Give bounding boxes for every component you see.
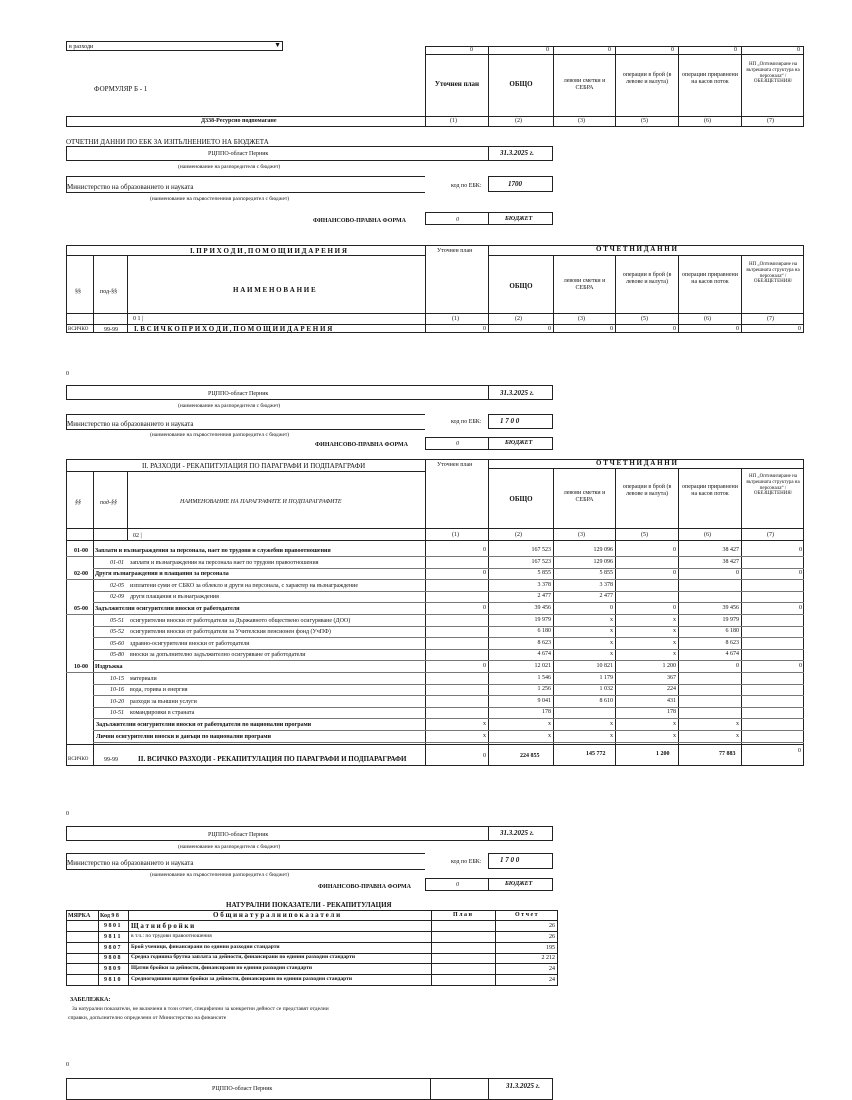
income-col-num-2: (2) (515, 316, 522, 322)
expense-row-value: x (673, 628, 676, 634)
top-header-cash: операции в брой (в левове и валута) (622, 72, 672, 85)
expense-row-code: 05-80 (110, 652, 124, 658)
expense-row-value: x (610, 733, 613, 739)
org-caption-3: (наименование на разпоредителя с бюджет) (178, 844, 281, 850)
expense-row-divider (93, 718, 804, 719)
org-name-3: РЦППО-област Перник (208, 832, 269, 838)
expense-row-value: x (548, 733, 551, 739)
expense-row-divider (93, 649, 804, 650)
expense-row-name: Лични осигурителни вноски и данъци по национални програми (96, 734, 271, 740)
expense-row-divider (66, 579, 804, 580)
expense-row-value: x (610, 617, 613, 623)
expense-row-value: 0 (799, 663, 802, 669)
expenses-header-accounts: левови сметки и СЕБРА (563, 490, 606, 503)
expense-row-value: 1 546 (537, 675, 551, 681)
natural-plan-label: П л а н (453, 912, 472, 918)
expense-row-value: x (610, 721, 613, 727)
fin-form-value-3: 0 (456, 882, 459, 888)
income-name-label: Н А И М Е Н О В А Н И Е (233, 286, 316, 294)
expenses-total-7: 0 (798, 748, 801, 754)
top-zero-6: 0 (797, 47, 800, 53)
natural-row-report: 26 (549, 923, 555, 929)
natural-row-name: в т.ч.: по трудови правоотношения (131, 933, 212, 939)
expense-row-name: материали (130, 676, 157, 682)
expense-row-divider (93, 637, 804, 638)
select-value: в разходи (69, 44, 94, 50)
expense-row-value: 12 021 (534, 663, 551, 669)
expense-row-value: 0 (736, 570, 739, 576)
natural-title: НАТУРАЛНИ ПОКАЗАТЕЛИ - РЕКАПИТУЛАЦИЯ (226, 901, 392, 909)
expense-row-value: 167 523 (531, 547, 551, 553)
expense-row-divider (93, 660, 804, 661)
natural-row-name: Средногодишни щатни бройки за дейности, финансирани по единни разходни стандарти (131, 976, 353, 982)
expenses-total-code: 99-99 (104, 757, 118, 763)
expense-row-value: 178 (542, 709, 551, 715)
income-col-num-7: (7) (767, 316, 774, 322)
natural-row-code: 9 8 0 1 (104, 923, 121, 929)
chevron-down-icon: ▼ (274, 41, 281, 49)
expense-row-value: 2 477 (537, 593, 551, 599)
top-header-np: НП „Оптимизиране на вътрешната структура на персонала“ /ОБЕЗЩЕТЕНИЯ/ (746, 62, 800, 85)
expense-row-value: x (673, 617, 676, 623)
expense-row-value: 5 855 (537, 570, 551, 576)
top-zero-1: 0 (470, 47, 473, 53)
expenses-title: II. РАЗХОДИ - РЕКАПИТУЛАЦИЯ ПО ПАРАГРАФИ И ПОДПАРАГРАФИ (142, 462, 366, 470)
note-title: ЗАБЕЛЕЖКА: (70, 997, 111, 1003)
expense-row-value: x (736, 733, 739, 739)
expenses-col-num-2: (2) (515, 532, 522, 538)
ebk-label-2: код по ЕБК: (451, 419, 482, 425)
expense-row-name: вода, горива и енергия (130, 687, 188, 693)
expense-row-code: 10-16 (110, 687, 124, 693)
expense-row-divider (93, 695, 804, 696)
ebk-code-3: 1 7 0 0 (500, 856, 520, 864)
expense-row-value: 5 855 (599, 570, 613, 576)
expense-row-value: x (548, 721, 551, 727)
expense-row-value: 0 (483, 605, 486, 611)
top-header-accounts: левови сметки и СЕБРА (563, 78, 606, 91)
expense-row-value: 39 456 (534, 605, 551, 611)
expense-row-name: вноски за допълнително задължително осигуряване от работодатели (130, 652, 306, 658)
expense-row-name: командировки в страната (130, 710, 195, 716)
income-header-np: НП „Оптимизиране на вътрешната структура на персонала“ /ОБЕЗЩЕТЕНИЯ/ (746, 262, 800, 285)
expense-row-value: 4 674 (725, 651, 739, 657)
natural-row-report: 24 (549, 966, 555, 972)
expenses-header-equiv: операции приравнени на касов поток (682, 484, 738, 497)
expense-row-value: 178 (667, 709, 676, 715)
ministry-1: Министерство на образованието и науката (67, 183, 194, 191)
expense-row-name: Задължителни осигурителни вноски от работодатели по национални програми (96, 722, 312, 728)
org-caption-2: (наименование на разпоредителя с бюджет) (178, 403, 281, 409)
expense-row-name: разходи за външни услуги (130, 699, 197, 705)
expense-row-value: 8 623 (725, 640, 739, 646)
fin-form-value-2: 0 (456, 441, 459, 447)
expense-row-value: 9 041 (537, 698, 551, 704)
expense-row-value: x (610, 628, 613, 634)
income-total-3: 0 (610, 326, 613, 332)
expense-row-value: 8 623 (537, 640, 551, 646)
ebk-box-3 (488, 853, 553, 869)
top-col-num-1: (1) (450, 118, 457, 124)
expense-row-divider (93, 742, 804, 743)
expense-row-divider (93, 626, 804, 627)
expense-row-name: здравно-осигурителни вноски от работодатели (130, 641, 250, 647)
expense-row-value: 3 378 (599, 582, 613, 588)
expense-row-value: 1 256 (537, 686, 551, 692)
expense-row-value: 1 200 (662, 663, 676, 669)
expenses-col-num-7: (7) (767, 532, 774, 538)
org-caption-1: (наименование на разпоредителя с бюджет) (178, 164, 281, 170)
income-total-1: 0 (483, 326, 486, 332)
expense-row-value: 10 821 (596, 663, 613, 669)
income-total-2: 0 (548, 326, 551, 332)
expense-row-value: 38 427 (722, 559, 739, 565)
income-title: I. П Р И Х О Д И , П О М О Щ И И Д А Р Е Н И Я (190, 247, 347, 255)
expenses-reported-label: О Т Ч Е Т Н И Д А Н Н И (596, 459, 677, 467)
expense-row-value: x (673, 651, 676, 657)
org-box-2 (66, 385, 553, 400)
income-total-7: 0 (798, 326, 801, 332)
expense-row-code: 05-60 (110, 641, 124, 647)
top-header-total: ОБЩО (509, 80, 533, 88)
income-col-num-6: (6) (704, 316, 711, 322)
expense-row-code: 10-20 (110, 699, 124, 705)
income-header-equiv: операции приравнени на касов поток (682, 272, 738, 285)
expense-row-value: 0 (799, 605, 802, 611)
expenses-code-cell: 02 | (133, 533, 142, 539)
select-box[interactable] (66, 41, 283, 51)
natural-row-code: 9 8 1 1 (104, 934, 121, 940)
expense-row-name: осигурителни вноски от работодатели за Държавното обществено осигуряване (ДОО) (130, 618, 351, 624)
expenses-subpara-label: под-§§ (100, 500, 117, 506)
natural-row-divider (66, 931, 558, 932)
expense-row-code: 02-00 (74, 571, 88, 577)
top-zero-3: 0 (608, 47, 611, 53)
report-date-3: 31.3.2025 г. (500, 829, 534, 837)
natural-unit-label: МЯРКА (68, 913, 91, 919)
natural-row-report: 195 (546, 945, 555, 951)
org-box-3 (66, 826, 553, 841)
income-total-5: 0 (673, 326, 676, 332)
fin-form-label-2: ФИНАНСОВО-ПРАВНА ФОРМА (315, 442, 408, 448)
fin-form-type-1: БЮДЖЕТ (505, 216, 533, 222)
expenses-total-name: II. ВСИЧКО РАЗХОДИ - РЕКАПИТУЛАЦИЯ ПО ПАРАГРАФИ И ПОДПАРАГРАФИ (138, 755, 407, 763)
expense-row-value: 431 (667, 698, 676, 704)
expense-row-value: 0 (673, 547, 676, 553)
fin-form-box-2 (425, 437, 553, 450)
expense-row-value: 0 (483, 547, 486, 553)
expenses-col-num-3: (3) (578, 532, 585, 538)
expense-row-value: 1 032 (599, 686, 613, 692)
expense-row-value: 0 (673, 570, 676, 576)
top-col-num-3: (3) (578, 118, 585, 124)
natural-row-divider (66, 942, 558, 943)
expense-row-value: 19 979 (722, 617, 739, 623)
natural-row-report: 26 (549, 934, 555, 940)
expense-row-code: 02-09 (110, 594, 124, 600)
ministry-caption-3: (наименование на първостепенния разпоредител с бюджет) (150, 872, 290, 878)
expenses-col-num-1: (1) (452, 532, 459, 538)
income-total-code: 99-99 (104, 327, 118, 333)
income-code-cell: 0 1 | (133, 316, 144, 322)
income-plan-label: Уточнен план (437, 248, 473, 254)
income-reported-label: О Т Ч Е Т Н И Д А Н Н И (596, 245, 677, 253)
natural-row-code: 9 8 0 9 (104, 966, 121, 972)
expense-row-code: 10-15 (110, 676, 124, 682)
expense-row-code: 05-52 (110, 629, 124, 635)
expense-row-value: x (610, 640, 613, 646)
expense-row-divider (66, 556, 804, 557)
expense-row-value: x (673, 640, 676, 646)
expense-row-value: 3 378 (537, 582, 551, 588)
income-total-6: 0 (736, 326, 739, 332)
expense-row-value: 19 979 (534, 617, 551, 623)
fin-form-type-2: БЮДЖЕТ (505, 440, 533, 446)
expense-row-value: 0 (673, 605, 676, 611)
org-name-1: РЦППО-област Перник (208, 151, 269, 157)
ministry-2: Министерство на образованието и науката (67, 420, 194, 428)
fin-form-label-3: ФИНАНСОВО-ПРАВНА ФОРМА (318, 884, 411, 890)
section-zero-3: 0 (66, 1062, 69, 1068)
org-name-4: РЦППО-област Перник (212, 1086, 273, 1092)
resource-label: Д338-Ресурсно подпомагане (201, 118, 277, 124)
expenses-plan-label: Уточнен план (437, 462, 473, 468)
expenses-total-3: 145 772 (586, 751, 606, 757)
expense-row-value: 0 (483, 663, 486, 669)
expense-row-divider (93, 591, 804, 592)
expense-row-value: 367 (667, 675, 676, 681)
expense-row-code: 05-51 (110, 618, 124, 624)
ebk-label-3: код по ЕБК: (451, 859, 482, 865)
expenses-name-label: НАИМЕНОВАНИЕ НА ПАРАГРАФИТЕ И ПОДПАРАГРАФИТЕ (180, 499, 342, 505)
org-box-4 (66, 1078, 553, 1100)
expenses-total-5: 1 200 (656, 751, 670, 757)
income-header-accounts: левови сметки и СЕБРА (563, 278, 606, 291)
fin-form-box-3 (425, 878, 553, 891)
natural-row-report: 2 212 (541, 955, 555, 961)
ebk-code-1: 1700 (508, 180, 522, 188)
income-col-num-3: (3) (578, 316, 585, 322)
income-col-num-5: (5) (641, 316, 648, 322)
section-zero-1: 0 (66, 371, 69, 377)
natural-code-label: Код 9 8 (100, 913, 119, 919)
natural-row-code: 9 8 1 0 (104, 977, 121, 983)
income-total-label: ВСИЧКО (68, 327, 89, 332)
report-date-2: 31.3.2025 г. (500, 389, 534, 397)
income-para-label: §§ (75, 289, 81, 295)
note-line-2: справки, допълнително определени от Министерство на финансите (68, 1015, 227, 1021)
expense-row-code: 10-00 (74, 664, 88, 670)
fin-form-box-1 (425, 212, 553, 225)
income-col-num-1: (1) (452, 316, 459, 322)
expense-row-value: 0 (483, 570, 486, 576)
expense-row-divider (93, 602, 804, 603)
report-date-4: 31.3.2025 г. (506, 1082, 540, 1090)
expense-row-divider (93, 684, 804, 685)
expenses-total-2: 224 855 (520, 753, 540, 759)
ebk-box-2 (488, 414, 553, 429)
expense-row-code: 01-00 (74, 548, 88, 554)
natural-row-divider (66, 974, 558, 975)
top-zero-4: 0 (671, 47, 674, 53)
natural-row-name: Щатни бройки за дейности, финансирани по единни разходни стандарти (131, 965, 313, 971)
expense-row-value: 167 523 (531, 559, 551, 565)
expenses-header-np: НП „Оптимизиране на вътрешната структура на персонала“ /ОБЕЗЩЕТЕНИЯ/ (746, 474, 800, 497)
income-header-total: ОБЩО (509, 282, 533, 290)
expense-row-name: изплатени суми от СБКО за облекло и други на персонала, с характер на възнаграждение (130, 583, 359, 589)
expense-row-value: x (610, 651, 613, 657)
natural-row-name: Средна годишна брутна заплата за дейности, финансирани по единни разходни стандарти (131, 954, 356, 960)
natural-row-report: 24 (549, 977, 555, 983)
expense-row-value: 6 180 (725, 628, 739, 634)
top-col-num-6: (6) (704, 118, 711, 124)
expense-row-value: 4 674 (537, 651, 551, 657)
expenses-total-6: 77 883 (719, 751, 736, 757)
ministry-3: Министерство на образованието и науката (67, 859, 194, 867)
expense-row-name: Задължителни осигурителни вноски от работодатели (95, 606, 240, 612)
expenses-total-label: ВСИЧКО (68, 757, 89, 762)
ministry-caption-2: (наименование на първостепенния разпоредител с бюджет) (150, 432, 290, 438)
expense-row-value: 6 180 (537, 628, 551, 634)
natural-report-label: О т ч е т (515, 912, 538, 918)
natural-row-divider (66, 985, 558, 986)
expense-row-value: 224 (667, 686, 676, 692)
natural-row-code: 9 8 0 8 (104, 955, 121, 961)
expense-row-name: други плащания и възнаграждения (130, 594, 219, 600)
expense-row-code: 05-00 (74, 606, 88, 612)
expenses-header-total: ОБЩО (509, 495, 533, 503)
expense-row-value: 0 (799, 547, 802, 553)
expense-row-divider (93, 730, 804, 731)
form-label: ФОРМУЛЯР Б - 1 (94, 85, 148, 93)
top-zero-5: 0 (734, 47, 737, 53)
expense-row-value: 38 427 (722, 547, 739, 553)
expense-row-divider (66, 614, 804, 615)
org-box-1 (66, 146, 553, 161)
expense-row-divider (93, 707, 804, 708)
expense-row-name: осигурителни вноски от работодатели за Учителския пенсионен фонд (УчПФ) (130, 629, 331, 635)
fin-form-value-1: 0 (456, 217, 459, 223)
top-header-equiv: операции приравнени на касов поток (682, 72, 738, 85)
expense-row-name: заплати и възнаграждения на персонала нает по трудови правоотношения (130, 560, 319, 566)
expense-row-code: 02-05 (110, 583, 124, 589)
ebk-code-2: 1 7 0 0 (500, 417, 520, 425)
top-col-num-7: (7) (767, 118, 774, 124)
expense-row-name: Издръжка (95, 664, 123, 670)
income-header-cash: операции в брой (в левове и валута) (622, 272, 672, 285)
expenses-col-num-6: (6) (704, 532, 711, 538)
fin-form-label-1: ФИНАНСОВО-ПРАВНА ФОРМА (313, 218, 406, 224)
expense-row-value: 0 (736, 663, 739, 669)
expense-row-code: 01-01 (110, 560, 124, 566)
natural-row-code: 9 8 0 7 (104, 945, 121, 951)
top-zero-2: 0 (546, 47, 549, 53)
natural-row-divider (66, 963, 558, 964)
expense-row-value: x (483, 721, 486, 727)
ebk-label-1: код по ЕБК: (451, 183, 482, 189)
natural-row-name: Брой ученици, финансирани по единни разходни стандарти (131, 944, 280, 950)
report-title: ОТЧЕТНИ ДАННИ ПО ЕБК ЗА ИЗПЪЛНЕНИЕТО НА БЮДЖЕТА (66, 138, 269, 146)
income-total-name: I. В С И Ч К О П Р И Х О Д И , П О М О Щ И И Д А Р Е Н И Я (134, 325, 333, 333)
expenses-total-1: 0 (483, 753, 486, 759)
expenses-col-num-5: (5) (641, 532, 648, 538)
expense-row-value: x (483, 733, 486, 739)
expense-row-value: 129 096 (593, 547, 613, 553)
note-line-1: За натурални показатели, не включени в този отчет, специфични за конкретни дейност се представят отделни (72, 1006, 329, 1012)
expense-row-name: Други възнаграждения и плащания за персонала (95, 571, 229, 577)
expense-row-value: x (673, 721, 676, 727)
expenses-table (66, 459, 804, 766)
top-header-plan: Уточнен план (434, 80, 480, 88)
expense-row-value: 2 477 (599, 593, 613, 599)
org-name-2: РЦППО-област Перник (208, 391, 269, 397)
expense-row-value: 8 610 (599, 698, 613, 704)
section-zero-2: 0 (66, 811, 69, 817)
ministry-caption-1: (наименование на първостепенния разпоредител с бюджет) (150, 196, 290, 202)
expense-row-value: 39 456 (722, 605, 739, 611)
expense-row-value: 1 179 (599, 675, 613, 681)
top-col-num-2: (2) (515, 118, 522, 124)
income-subpara-label: под-§§ (100, 289, 118, 295)
expense-row-value: x (673, 733, 676, 739)
expense-row-divider (93, 568, 804, 569)
expense-row-value: 0 (610, 605, 613, 611)
expense-row-name: Заплати и възнаграждения за персонала, нает по трудови и служебни правоотношения (95, 548, 331, 554)
expense-row-value: 129 096 (593, 559, 613, 565)
expense-row-value: x (736, 721, 739, 727)
expense-row-code: 10-51 (110, 710, 124, 716)
income-table (66, 245, 804, 333)
fin-form-type-3: БЮДЖЕТ (505, 881, 533, 887)
natural-row-name: Щ а т н и б р о й к и (131, 922, 195, 930)
top-col-num-5: (5) (641, 118, 648, 124)
expense-row-divider (66, 672, 804, 673)
natural-name-label: О б щ и н а т у р а л н и п о к а з а т е л и (213, 911, 341, 919)
expense-row-value: 0 (799, 570, 802, 576)
report-date-1: 31.3.2025 г. (500, 149, 534, 157)
expenses-para-label: §§ (75, 500, 81, 506)
expenses-header-cash: операции в брой (в левове и валута) (622, 484, 672, 497)
